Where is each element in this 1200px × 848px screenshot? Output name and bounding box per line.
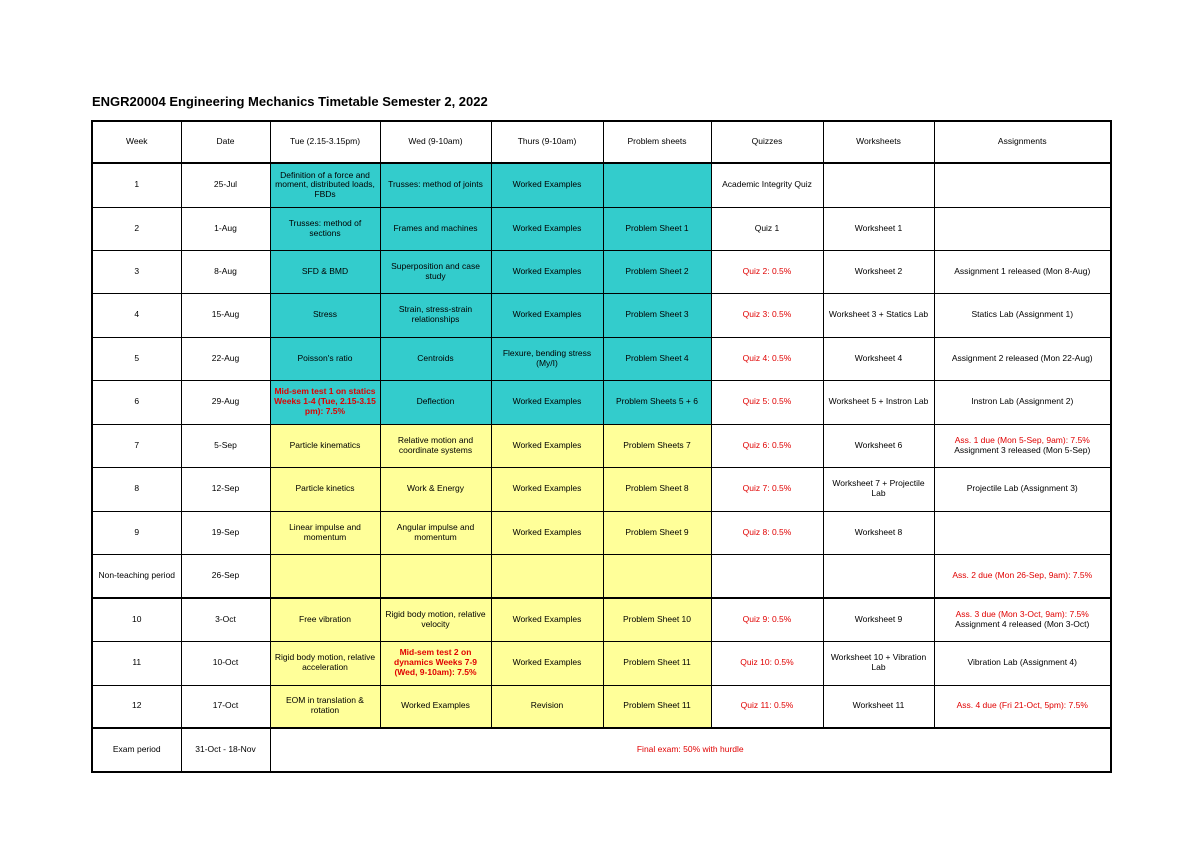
quiz-cell: Quiz 4: 0.5% [711, 337, 823, 380]
table-row [92, 424, 1111, 467]
quiz-cell: Quiz 5: 0.5% [711, 380, 823, 424]
date-cell: 29-Aug [181, 380, 270, 424]
sheet-cell: Problem Sheet 3 [603, 293, 711, 337]
thu-cell: Worked Examples [491, 207, 603, 250]
assignment-cell: Ass. 2 due (Mon 26-Sep, 9am): 7.5% [934, 554, 1111, 598]
wed-cell: Centroids [380, 337, 491, 380]
date-cell: 19-Sep [181, 511, 270, 554]
sheet-cell [603, 163, 711, 207]
header-row [92, 121, 1111, 163]
table-row [92, 380, 1111, 424]
date-cell: 1-Aug [181, 207, 270, 250]
worksheet-cell: Worksheet 3 + Statics Lab [823, 293, 934, 337]
week-cell: 4 [92, 293, 181, 337]
midsem-test-1-cell: Mid-sem test 1 on statics Weeks 1-4 (Tue, 2.15-3.15 pm): 7.5% [270, 380, 380, 424]
week-cell: 9 [92, 511, 181, 554]
week-cell: 5 [92, 337, 181, 380]
thu-cell: Revision [491, 685, 603, 728]
header-assignments: Assignments [934, 121, 1111, 163]
table-row [92, 163, 1111, 207]
sheet-cell [603, 554, 711, 598]
tue-cell: Particle kinematics [270, 424, 380, 467]
table-row [92, 467, 1111, 511]
wed-cell: Worked Examples [380, 685, 491, 728]
worksheet-cell: Worksheet 4 [823, 337, 934, 380]
page-title: ENGR20004 Engineering Mechanics Timetable Semester 2, 2022 [92, 94, 488, 109]
tue-cell: Definition of a force and moment, distributed loads, FBDs [270, 163, 380, 207]
assignment-cell: Assignment 1 released (Mon 8-Aug) [934, 250, 1111, 293]
sheet-cell: Problem Sheet 4 [603, 337, 711, 380]
thu-cell: Worked Examples [491, 424, 603, 467]
header-wed: Wed (9-10am) [380, 121, 491, 163]
week-cell: 7 [92, 424, 181, 467]
wed-cell: Strain, stress-strain relationships [380, 293, 491, 337]
header-thurs: Thurs (9-10am) [491, 121, 603, 163]
table-row [92, 207, 1111, 250]
quiz-cell: Quiz 2: 0.5% [711, 250, 823, 293]
worksheet-cell: Worksheet 1 [823, 207, 934, 250]
date-cell: 5-Sep [181, 424, 270, 467]
timetable [91, 120, 1112, 773]
thu-cell: Worked Examples [491, 293, 603, 337]
date-cell: 12-Sep [181, 467, 270, 511]
header-problem-sheets: Problem sheets [603, 121, 711, 163]
tue-cell: Poisson's ratio [270, 337, 380, 380]
quiz-cell: Quiz 11: 0.5% [711, 685, 823, 728]
thu-cell: Worked Examples [491, 641, 603, 685]
worksheet-cell: Worksheet 9 [823, 598, 934, 641]
date-cell: 26-Sep [181, 554, 270, 598]
header-quizzes: Quizzes [711, 121, 823, 163]
tue-cell: Stress [270, 293, 380, 337]
quiz-cell: Academic Integrity Quiz [711, 163, 823, 207]
date-cell: 25-Jul [181, 163, 270, 207]
sheet-cell: Problem Sheet 9 [603, 511, 711, 554]
tue-cell [270, 554, 380, 598]
sheet-cell: Problem Sheet 8 [603, 467, 711, 511]
header-worksheets: Worksheets [823, 121, 934, 163]
wed-cell: Rigid body motion, relative velocity [380, 598, 491, 641]
assignment-cell [934, 207, 1111, 250]
assignment-release: Assignment 3 released (Mon 5-Sep) [954, 444, 1091, 455]
worksheet-cell: Worksheet 11 [823, 685, 934, 728]
midsem-test-2-cell: Mid-sem test 2 on dynamics Weeks 7-9 (Wed, 9-10am): 7.5% [380, 641, 491, 685]
assignment-cell [934, 163, 1111, 207]
sheet-cell: Problem Sheet 1 [603, 207, 711, 250]
date-cell: 17-Oct [181, 685, 270, 728]
wed-cell: Superposition and case study [380, 250, 491, 293]
week-cell: 12 [92, 685, 181, 728]
date-cell: 10-Oct [181, 641, 270, 685]
assignment-cell: Statics Lab (Assignment 1) [934, 293, 1111, 337]
quiz-cell: Quiz 9: 0.5% [711, 598, 823, 641]
wed-cell: Trusses: method of joints [380, 163, 491, 207]
week-cell: 6 [92, 380, 181, 424]
assignment-due: Ass. 1 due (Mon 5-Sep, 9am): 7.5% [954, 434, 1090, 445]
sheet-cell: Problem Sheets 5 + 6 [603, 380, 711, 424]
worksheet-cell: Worksheet 5 + Instron Lab [823, 380, 934, 424]
table-row [92, 293, 1111, 337]
assignment-cell: Projectile Lab (Assignment 3) [934, 467, 1111, 511]
week-cell: 10 [92, 598, 181, 641]
worksheet-cell: Worksheet 10 + Vibration Lab [823, 641, 934, 685]
thu-cell: Worked Examples [491, 467, 603, 511]
date-cell: 15-Aug [181, 293, 270, 337]
sheet-cell: Problem Sheet 11 [603, 641, 711, 685]
header-date: Date [181, 121, 270, 163]
worksheet-cell: Worksheet 2 [823, 250, 934, 293]
final-exam-cell: Final exam: 50% with hurdle [270, 728, 1111, 772]
table-row [92, 337, 1111, 380]
wed-cell: Work & Energy [380, 467, 491, 511]
date-cell: 22-Aug [181, 337, 270, 380]
quiz-cell: Quiz 6: 0.5% [711, 424, 823, 467]
assignment-cell [934, 598, 1111, 641]
tue-cell: Free vibration [270, 598, 380, 641]
worksheet-cell: Worksheet 6 [823, 424, 934, 467]
assignment-cell [934, 424, 1111, 467]
week-cell: 8 [92, 467, 181, 511]
worksheet-cell [823, 554, 934, 598]
thu-cell [491, 554, 603, 598]
assignment-cell: Assignment 2 released (Mon 22-Aug) [934, 337, 1111, 380]
wed-cell: Deflection [380, 380, 491, 424]
worksheet-cell [823, 163, 934, 207]
assignment-release: Assignment 4 released (Mon 3-Oct) [955, 618, 1090, 629]
week-cell: 1 [92, 163, 181, 207]
thu-cell: Worked Examples [491, 250, 603, 293]
sheet-cell: Problem Sheets 7 [603, 424, 711, 467]
sheet-cell: Problem Sheet 11 [603, 685, 711, 728]
assignment-due: Ass. 3 due (Mon 3-Oct, 9am): 7.5% [955, 608, 1089, 619]
assignment-cell: Instron Lab (Assignment 2) [934, 380, 1111, 424]
thu-cell: Worked Examples [491, 163, 603, 207]
week-cell: Non-teaching period [92, 554, 181, 598]
wed-cell: Relative motion and coordinate systems [380, 424, 491, 467]
thu-cell: Worked Examples [491, 511, 603, 554]
table-row [92, 598, 1111, 641]
wed-cell: Angular impulse and momentum [380, 511, 491, 554]
tue-cell: Particle kinetics [270, 467, 380, 511]
quiz-cell: Quiz 8: 0.5% [711, 511, 823, 554]
thu-cell: Flexure, bending stress (My/I) [491, 337, 603, 380]
worksheet-cell: Worksheet 7 + Projectile Lab [823, 467, 934, 511]
quiz-cell: Quiz 7: 0.5% [711, 467, 823, 511]
tue-cell: EOM in translation & rotation [270, 685, 380, 728]
header-tue: Tue (2.15-3.15pm) [270, 121, 380, 163]
date-cell: 3-Oct [181, 598, 270, 641]
table-row [92, 250, 1111, 293]
sheet-cell: Problem Sheet 2 [603, 250, 711, 293]
quiz-cell: Quiz 10: 0.5% [711, 641, 823, 685]
tue-cell: SFD & BMD [270, 250, 380, 293]
exam-row [92, 728, 1111, 772]
week-cell: Exam period [92, 728, 181, 772]
thu-cell: Worked Examples [491, 380, 603, 424]
worksheet-cell: Worksheet 8 [823, 511, 934, 554]
tue-cell: Rigid body motion, relative acceleration [270, 641, 380, 685]
table-row [92, 685, 1111, 728]
quiz-cell: Quiz 1 [711, 207, 823, 250]
table-row [92, 511, 1111, 554]
week-cell: 3 [92, 250, 181, 293]
week-cell: 11 [92, 641, 181, 685]
week-cell: 2 [92, 207, 181, 250]
thu-cell: Worked Examples [491, 598, 603, 641]
wed-cell: Frames and machines [380, 207, 491, 250]
tue-cell: Trusses: method of sections [270, 207, 380, 250]
quiz-cell: Quiz 3: 0.5% [711, 293, 823, 337]
tue-cell: Linear impulse and momentum [270, 511, 380, 554]
wed-cell [380, 554, 491, 598]
date-cell: 8-Aug [181, 250, 270, 293]
table-row [92, 641, 1111, 685]
assignment-cell: Vibration Lab (Assignment 4) [934, 641, 1111, 685]
date-cell: 31-Oct - 18-Nov [181, 728, 270, 772]
table-row [92, 554, 1111, 598]
assignment-cell: Ass. 4 due (Fri 21-Oct, 5pm): 7.5% [934, 685, 1111, 728]
sheet-cell: Problem Sheet 10 [603, 598, 711, 641]
quiz-cell [711, 554, 823, 598]
assignment-cell [934, 511, 1111, 554]
header-week: Week [92, 121, 181, 163]
